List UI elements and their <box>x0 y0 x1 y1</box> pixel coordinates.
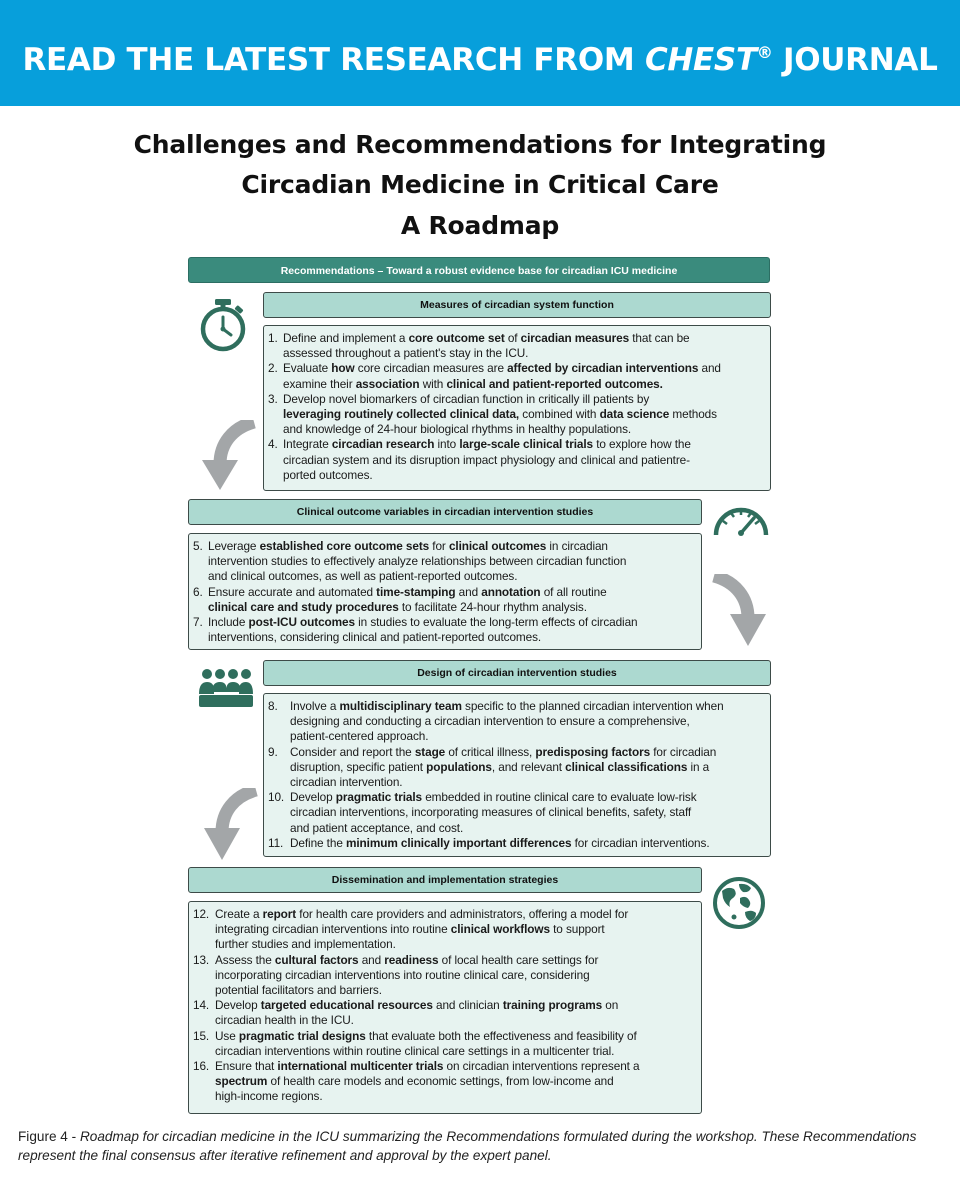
recommendation-number: 13. <box>193 952 210 967</box>
recommendation-number: 9. <box>268 744 278 759</box>
recommendation-item <box>268 699 766 745</box>
section-box-dissemination <box>188 901 702 1114</box>
recommendation-text: Develop novel biomarkers of circadian function in critically ill patients by leveraging routinely collected clinical data, combined with data science methods and knowledge of 24-hour biological rhythms in healthy populations. <box>283 391 717 437</box>
recommendation-item <box>193 1059 697 1105</box>
recommendation-text: Create a report for health care providers and administrators, offering a model for integrating circadian interventions into routine clinical workflows to support further studies and implementation. <box>215 907 629 952</box>
down-arrow-icon <box>708 574 770 648</box>
recommendation-text: Evaluate how core circadian measures are affected by circadian interventions and examine their association with clinical and patient-reported outcomes. <box>283 361 721 391</box>
speedometer-icon <box>712 501 770 537</box>
recommendation-number: 12. <box>193 907 210 921</box>
recommendation-number: 10. <box>268 790 285 805</box>
caption-text: Roadmap for circadian medicine in the ICU summarizing the Recommendations formulated during the workshop. These Recommendations represent the final consensus after iterative refinement and approval by the expert panel. <box>18 1129 917 1163</box>
section-box-design <box>263 693 771 857</box>
recommendation-item <box>193 953 697 999</box>
recommendation-number: 4. <box>268 437 278 452</box>
section-box-outcomes <box>188 533 702 650</box>
recommendation-text: Include post-ICU outcomes in studies to evaluate the long-term effects of circadian interventions, considering clinical and patient-reported outcomes. <box>208 615 638 645</box>
recommendation-text: Assess the cultural factors and readiness of local health care settings for incorporating circadian interventions into routine clinical care, considering potential facilitators and barriers. <box>215 952 599 998</box>
recommendation-text: Ensure that international multicenter trials on circadian interventions represent a spectrum of health care models and economic settings, from low-income and high-income regions. <box>215 1059 640 1104</box>
caption-label: Figure 4 - <box>18 1129 80 1144</box>
section-heading-measures: Measures of circadian system function <box>263 292 771 318</box>
recommendation-item <box>268 392 766 438</box>
recommendation-item <box>193 998 697 1028</box>
recommendation-number: 5. <box>193 539 203 553</box>
recommendation-number: 2. <box>268 361 278 376</box>
figure-caption <box>18 1127 948 1165</box>
recommendation-number: 11. <box>268 835 284 850</box>
recommendation-text: Define and implement a core outcome set of circadian measures that can be assessed throughout a patient's stay in the ICU. <box>283 331 690 361</box>
recommendation-number: 8. <box>268 699 278 713</box>
recommendation-item <box>193 1029 697 1059</box>
recommendation-item <box>268 361 766 391</box>
recommendation-number: 1. <box>268 331 278 345</box>
recommendation-text: Ensure accurate and automated time-stamping and annotation of all routine clinical care and study procedures to facilitate 24-hour rhythm analysis. <box>208 584 607 614</box>
recommendation-item <box>268 790 766 836</box>
team-icon <box>198 668 254 708</box>
down-arrow-icon <box>202 788 262 862</box>
recommendation-item <box>193 907 697 953</box>
recommendation-item <box>268 331 766 361</box>
figure-title-line-1: Challenges and Recommendations for Integrating <box>133 130 827 159</box>
recommendation-text: Develop targeted educational resources and clinician training programs on circadian health in the ICU. <box>215 998 619 1028</box>
recommendation-text: Use pragmatic trial designs that evaluate both the effectiveness and feasibility of circadian interventions within routine clinical care settings in a multicenter trial. <box>215 1028 637 1058</box>
section-heading-design: Design of circadian intervention studies <box>263 660 771 686</box>
recommendation-number: 3. <box>268 391 278 406</box>
recommendation-item <box>268 836 766 851</box>
recommendation-text: Consider and report the stage of critical illness, predisposing factors for circadian disruption, specific patient populations, and relevant clinical classifications in a circadian intervention. <box>290 744 717 790</box>
recommendation-number: 14. <box>193 998 210 1013</box>
section-box-measures <box>263 325 771 491</box>
journal-name: CHEST <box>644 42 757 78</box>
section-heading-outcomes: Clinical outcome variables in circadian intervention studies <box>188 499 702 525</box>
globe-icon <box>712 876 766 930</box>
figure-title-line-2: Circadian Medicine in Critical Care <box>241 170 719 199</box>
recommendation-text: Define the minimum clinically important differences for circadian interventions. <box>290 835 710 850</box>
section-heading-dissemination: Dissemination and implementation strategies <box>188 867 702 893</box>
down-arrow-icon <box>200 420 262 492</box>
recommendation-number: 16. <box>193 1059 210 1074</box>
recommendation-text: Involve a multidisciplinary team specific to the planned circadian intervention when designing and conducting a circadian intervention to ensure a comprehensive, patient-centered approach. <box>290 699 724 744</box>
recommendation-item <box>193 615 697 645</box>
stopwatch-icon <box>197 298 249 352</box>
recommendation-text: Integrate circadian research into large-scale clinical trials to explore how the circadian system and its disruption impact physiology and clinical and patientre- ported outcomes. <box>283 437 691 482</box>
recommendation-item <box>193 539 697 585</box>
recommendation-item <box>193 585 697 615</box>
recommendation-item <box>268 745 766 791</box>
recommendation-text: Develop pragmatic trials embedded in routine clinical care to evaluate low-risk circadian interventions, incorporating measures of clinical benefits, safety, staff and patient acceptance, and cost. <box>290 790 697 835</box>
recommendation-text: Leverage established core outcome sets for clinical outcomes in circadian intervention studies to effectively analyze relationships between circadian function and clinical outcomes, as well as patient-reported outcomes. <box>208 539 627 584</box>
figure-subtitle: A Roadmap <box>400 211 560 240</box>
recommendation-item <box>268 437 766 483</box>
recommendation-number: 7. <box>193 615 203 630</box>
recommendation-number: 15. <box>193 1028 210 1043</box>
banner-title: READ THE LATEST RESEARCH FROM CHEST® JOURNAL <box>22 42 938 78</box>
recommendation-number: 6. <box>193 584 203 599</box>
recommendations-header: Recommendations – Toward a robust evidence base for circadian ICU medicine <box>188 257 770 283</box>
registered-mark: ® <box>756 43 773 62</box>
